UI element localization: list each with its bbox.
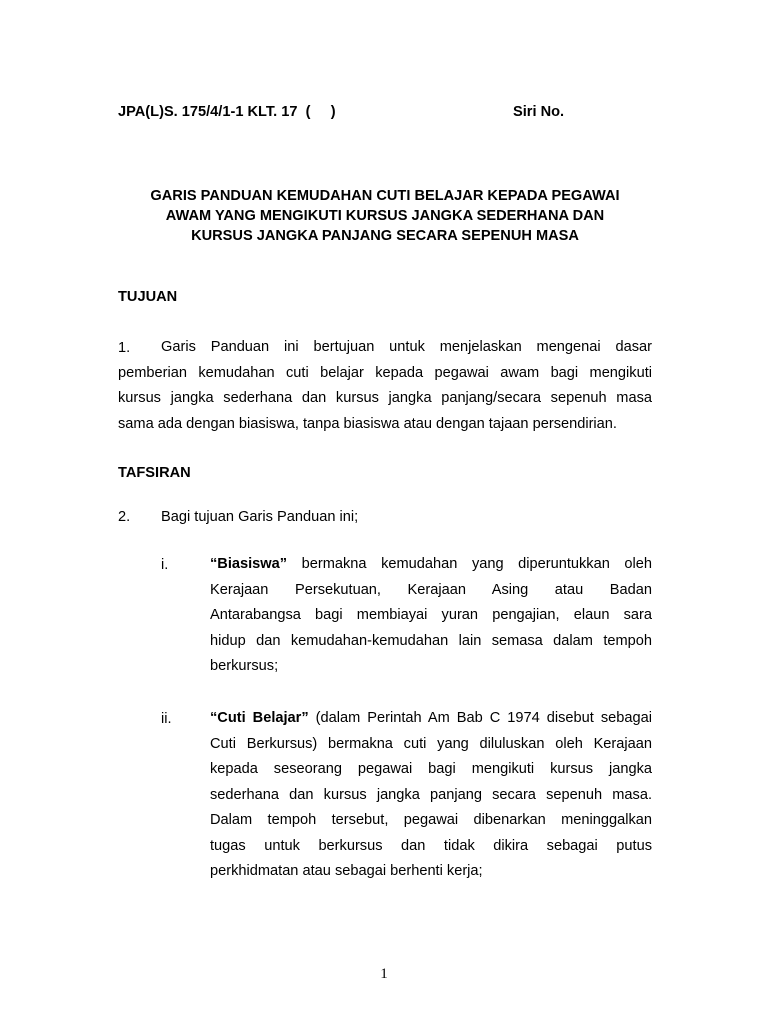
definition-line: berkursus; xyxy=(210,658,279,674)
paragraph-1-line: sama ada dengan biasiswa, tanpa biasiswa atau dengan tajaan persendirian. xyxy=(118,415,617,432)
definition-line: kepada seseorang pegawai bagi mengikuti kursus jangka xyxy=(210,761,652,777)
document-title xyxy=(118,186,652,246)
definition-line xyxy=(210,706,652,732)
paragraph-2-intro: Bagi tujuan Garis Panduan ini; xyxy=(161,509,359,525)
definition-line xyxy=(210,552,652,578)
title-line-1: GARIS PANDUAN KEMUDAHAN CUTI BELAJAR KEPADA PEGAWAI xyxy=(150,188,620,204)
paragraph-1 xyxy=(118,335,652,437)
definition-line: Cuti Berkursus) bermakna cuti yang diluluskan oleh Kerajaan xyxy=(210,735,652,752)
definition-biasiswa xyxy=(210,552,652,680)
definition-line: Kerajaan Persekutuan, Kerajaan Asing atau Badan xyxy=(210,581,652,598)
paragraph-number-2: 2. xyxy=(118,509,131,525)
page-number: 1 xyxy=(380,966,388,982)
title-line-2: AWAM YANG MENGIKUTI KURSUS JANGKA SEDERHANA DAN xyxy=(165,208,605,224)
title-line-3: KURSUS JANGKA PANJANG SECARA SEPENUH MASA xyxy=(191,228,579,244)
definition-term: “Biasiswa” xyxy=(210,556,288,572)
paragraph-1-line: Garis Panduan ini bertujuan untuk menjelaskan mengenai dasar xyxy=(161,339,652,355)
definition-line: Dalam tempoh tersebut, pegawai dibenarkan meninggalkan xyxy=(210,812,652,828)
definition-number-i: i. xyxy=(161,557,169,573)
definition-text: (dalam Perintah Am Bab C 1974 disebut sebagai xyxy=(315,710,652,726)
section-heading-tafsiran: TAFSIRAN xyxy=(118,465,191,481)
section-heading-tujuan: TUJUAN xyxy=(118,289,178,305)
definition-number-ii: ii. xyxy=(161,711,172,727)
serial-number-label: Siri No. xyxy=(513,104,565,120)
definition-line: perkhidmatan atau sebagai berhenti kerja; xyxy=(210,863,483,879)
paragraph-1-line: pemberian kemudahan cuti belajar kepada pegawai awam bagi mengikuti xyxy=(118,364,652,381)
file-reference: JPA(L)S. 175/4/1-1 KLT. 17 ( ) xyxy=(118,104,336,120)
paragraph-1-line: kursus jangka sederhana dan kursus jangka panjang/secara sepenuh masa xyxy=(118,390,652,406)
definition-term: “Cuti Belajar” xyxy=(210,710,309,726)
definition-cuti-belajar xyxy=(210,706,652,885)
definition-line: tugas untuk berkursus dan tidak dikira sebagai putus xyxy=(210,837,652,854)
definition-line: sederhana dan kursus jangka panjang secara sepenuh masa. xyxy=(210,786,652,803)
paragraph-number-1: 1. xyxy=(118,340,131,356)
definition-line: Antarabangsa bagi membiayai yuran pengajian, elaun sara xyxy=(210,607,652,623)
definition-text: bermakna kemudahan yang diperuntukkan oleh xyxy=(301,556,652,572)
definition-line: hidup dan kemudahan-kemudahan lain semasa dalam tempoh xyxy=(210,632,652,649)
